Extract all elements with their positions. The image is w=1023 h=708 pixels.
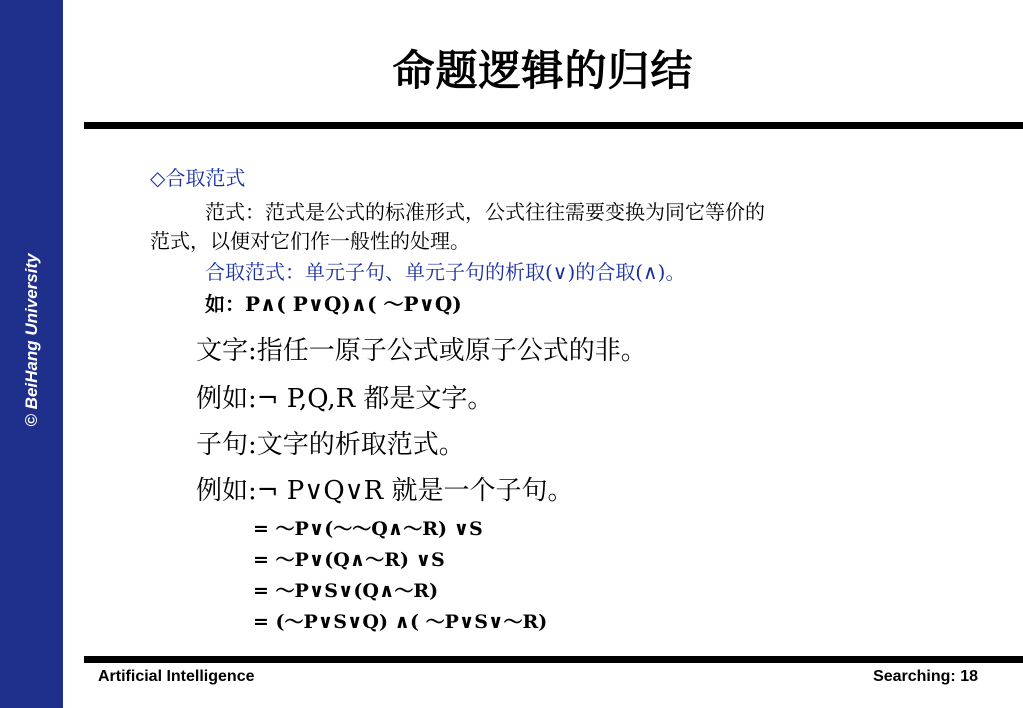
inset-literal-definition: 文字:指任一原子公式或原子公式的非。	[196, 336, 647, 366]
section-heading: ◇合取范式	[150, 166, 246, 190]
derivation-step-3: = ～P∨S∨(Q∧～R)	[253, 580, 439, 602]
inset-clause-example: 例如:¬ P∨Q∨R 就是一个子句。	[196, 476, 574, 506]
definition-line-2: 范式，以便对它们作一般性的处理。	[150, 229, 470, 253]
sidebar	[0, 0, 63, 708]
derivation-step-1: = ～P∨(～～Q∧～R) ∨S	[253, 518, 483, 540]
cnf-example: 如：P∧( P∨Q)∧( ～P∨Q)	[205, 292, 462, 316]
footer-course-name: Artificial Intelligence	[98, 668, 255, 685]
slide-title: 命题逻辑的归结	[392, 46, 694, 95]
definition-line-1: 范式：范式是公式的标准形式，公式往往需要变换为同它等价的	[205, 200, 765, 224]
sidebar-copyright: © BeiHang University	[22, 253, 41, 427]
inset-literal-example: 例如:¬ P,Q,R 都是文字。	[196, 384, 494, 414]
bottom-divider	[84, 656, 1023, 663]
inset-clause-definition: 子句:文字的析取范式。	[196, 430, 465, 460]
derivation-step-2: = ～P∨(Q∧～R) ∨S	[253, 549, 445, 571]
cnf-definition: 合取范式：单元子句、单元子句的析取(∨)的合取(∧)。	[205, 260, 686, 284]
derivation-step-4: = (～P∨S∨Q) ∧( ～P∨S∨～R)	[253, 611, 548, 633]
footer-page-label: Searching: 18	[873, 668, 978, 685]
top-divider	[84, 122, 1023, 129]
